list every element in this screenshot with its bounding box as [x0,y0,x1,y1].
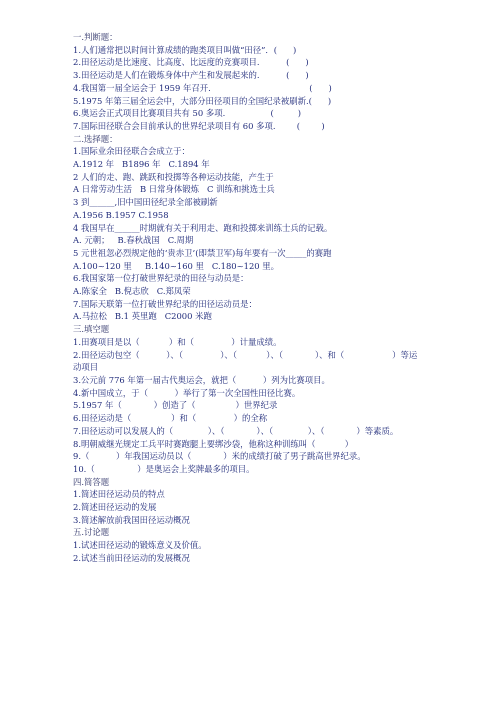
text-line: A.马拉松 B.1 英里跑 C2000 米跑 [73,311,212,322]
text-line: 4.我国第一届全运会于 1959 年召开. ( ) [73,82,332,93]
text-line: 7.国际天联第一位打破世界纪录的田径运动员是： [73,298,257,309]
text-line: 1.简述田径运动员的特点 [73,489,165,500]
text-line: 6.奥运会正式项目比赛项目共有 50 多项. ( ) [73,108,302,119]
text-line: 2.简述田径运动的发展 [73,502,157,513]
text-line: 1.国际业余田径联合会成立于： [73,146,190,157]
text-line: 9.（ ）年我国运动员以（ ）米的成绩打破了男子跳高世界纪录。 [73,451,366,462]
text-line: 4 我国早在______时期就有关于利用走、跑和投掷来训练士兵的记载。 [73,222,333,233]
text-line: 7.田径运动可以发展人的（ ）、（ ）、（ ）、（ ）等素质。 [73,425,399,436]
text-line: 5.1975 年第三届全运会中，大部分田径项目的全国纪录被刷新.( ) [73,95,332,106]
text-line: 3.公元前 776 年第一届古代奥运会，就把（ ）列为比赛项目。 [73,374,330,385]
text-line: 1.人们通常把以时间计算成绩的跑类项目叫做“田径”．( ) [73,44,297,55]
text-line: 2.试述当前田径运动的发展概况 [73,552,190,563]
text-line: A.100~120 里 B.140~160 里 C.180~120 里。 [73,260,280,271]
text-line: 动项目 [73,362,99,373]
text-line: 1.田赛项目是以（ ）和（ ）计量成绩。 [73,336,282,347]
section-heading: 一.判断题： [73,32,118,42]
text-line: 3.简述解放前我国田径运动概况 [73,514,190,525]
text-line: 7.国际田径联合会目前承认的世界纪录项目有 60 多项. ( ) [73,120,325,131]
text-line: A.1912 年 B1896 年 C.1894 年 [73,159,210,170]
text-line: A 日常劳动生活 B 日常身体锻炼 C 训练和挑选士兵 [73,184,275,195]
text-line: 10.（ ）是奥运会上奖牌最多的项目。 [73,463,255,474]
text-line: 2 人们的走、跑、跳跃和投掷等各种运动技能，产生于 [73,171,274,182]
text-line: 8.明朝威继光规定工兵平时赛跑腿上要绑沙袋，他称这种训练叫（ ） [73,438,354,449]
text-line: A.1956 B.1957 C.1958 [73,209,169,220]
text-line: 2.田径运动是比速度、比高度、比远度的竞赛项目. ( ) [73,57,309,68]
text-line: 6.田径运动是（ ）和（ ）的全称 [73,413,268,424]
text-line: 1.试述田径运动的锻炼意义及价值。 [73,540,207,551]
text-line: 3 到______,旧中国田径纪录全部被刷新 [73,197,218,208]
text-line: A.陈家全 B.倪志欣 C.郑凤荣 [73,286,191,297]
section-heading: 二.选择题： [73,133,118,144]
text-line: A. 元朝； B.春秋战国 C.周期 [73,235,194,246]
section-heading: 三.填空题 [73,324,110,335]
text-line: 3.田径运动是人们在锻炼身体中产生和发展起来的. ( ) [73,70,309,81]
section-heading: 四.简答题 [73,476,110,487]
text-line: 6.我国家第一位打破世界纪录的田径与动员是： [73,273,249,284]
text-line: 4.新中国成立，于（ ）举行了第一次全国性田径比赛。 [73,387,301,398]
text-line: 2.田径运动包空（ ）、（ ）、（ ）、（ ）、和（ ）等运 [73,349,418,360]
section-heading: 五.讨论题 [73,527,110,538]
text-line: 5 元世祖忽必烈规定他的‘贵赤卫’(即禁卫军)每年要有一次_____的赛跑 [73,247,332,258]
text-line: 5.1957 年（ ）创造了（ ）世界纪录 [73,400,278,411]
